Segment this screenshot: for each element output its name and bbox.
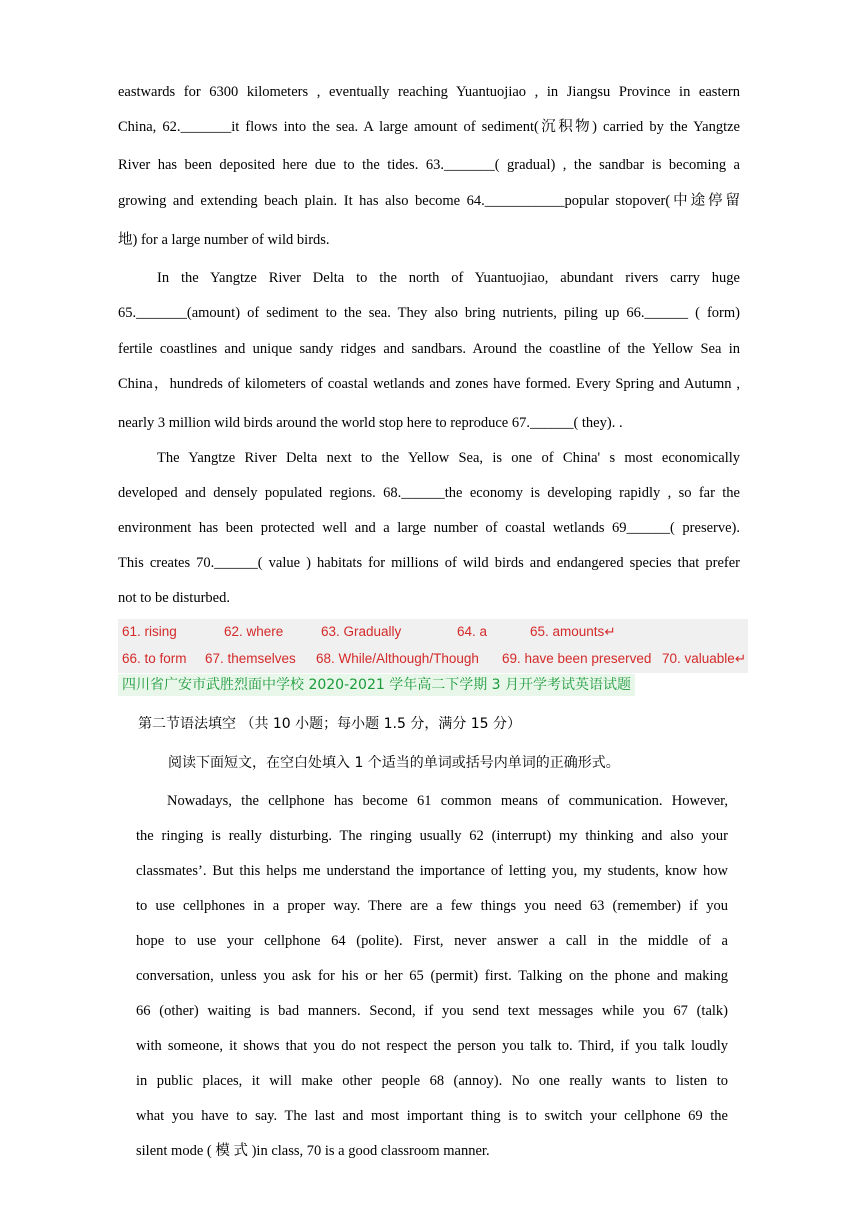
answer-61: 61. rising	[122, 624, 177, 639]
passage-1-line-3: River has been deposited here due to the tides. 63._______( gradual) , the sandbar is becoming a	[118, 157, 740, 173]
passage-2-line-8: with someone, it shows that you do not respect the person you talk to. Third, if you talk loudly	[136, 1038, 728, 1054]
passage-2-line-2: the ringing is really disturbing. The ringing usually 62 (interrupt) my thinking and also your	[136, 828, 728, 844]
passage-1-line-1: eastwards for 6300 kilometers , eventually reaching Yuantuojiao , in Jiangsu Province in eastern	[118, 84, 740, 100]
passage-1-line-2: China, 62._______it flows into the sea. A large amount of sediment(沉积物) carried by the Yangtze	[118, 119, 740, 135]
passage-2-line-10: what you have to say. The last and most important thing is to switch your cellphone 69 the	[136, 1108, 728, 1124]
answer-62: 62. where	[224, 624, 284, 639]
passage-1-line-6: In the Yangtze River Delta to the north of Yuantuojiao, abundant rivers carry huge	[157, 270, 740, 286]
passage-2-line-6: conversation, unless you ask for his or her 65 (permit) first. Talking on the phone and making	[136, 968, 728, 984]
answer-row-1-background	[118, 619, 748, 646]
passage-1-line-7: 65._______(amount) of sediment to the sea. They also bring nutrients, piling up 66.______ ( form)	[118, 305, 740, 321]
passage-1-line-5: 地) for a large number of wild birds.	[118, 232, 330, 248]
answer-63: 63. Gradually	[321, 624, 402, 639]
passage-2-line-4: to use cellphones in a proper way. There are a few things you need 63 (remember) if you	[136, 898, 728, 914]
answer-66: 66. to form	[122, 651, 187, 666]
section-2-heading: 第二节语法填空 （共 10 小题；每小题 1.5 分，满分 15 分）	[138, 716, 522, 732]
passage-1-line-8: fertile coastlines and unique sandy ridges and sandbars. Around the coastline of the Yellow Sea in	[118, 341, 740, 357]
passage-1-line-9: China，hundreds of kilometers of coastal wetlands and zones have formed. Every Spring and Autumn ,	[118, 376, 740, 392]
passage-1-line-4: growing and extending beach plain. It has also become 64.___________popular stopover(中途停留	[118, 193, 740, 209]
passage-2-line-7: 66 (other) waiting is bad manners. Second, if you send text messages while you 67 (talk)	[136, 1003, 728, 1019]
passage-1-line-10: nearly 3 million wild birds around the world stop here to reproduce 67.______( they). .	[118, 415, 623, 431]
passage-1-line-12: developed and densely populated regions. 68.______the economy is developing rapidly , so far the	[118, 485, 740, 501]
passage-2-line-11: silent mode ( 模 式 )in class, 70 is a good classroom manner.	[136, 1143, 490, 1159]
passage-2-line-3: classmates’. But this helps me understand the importance of letting you, my students, know how	[136, 863, 728, 879]
source-caption: 四川省广安市武胜烈面中学校 2020-2021 学年高二下学期 3 月开学考试英语试题	[118, 674, 635, 696]
section-2-instruction: 阅读下面短文，在空白处填入 1 个适当的单词或括号内单词的正确形式。	[168, 755, 620, 771]
answer-70: 70. valuable↵	[662, 651, 747, 666]
passage-2-line-1: Nowadays, the cellphone has become 61 common means of communication. However,	[167, 793, 728, 809]
passage-2-line-5: hope to use your cellphone 64 (polite). First, never answer a call in the middle of a	[136, 933, 728, 949]
passage-1-line-15: not to be disturbed.	[118, 590, 230, 606]
passage-1-line-14: This creates 70.______( value ) habitats for millions of wild birds and endangered species that prefer	[118, 555, 740, 571]
answer-64: 64. a	[457, 624, 488, 639]
passage-2-line-9: in public places, it will make other people 68 (annoy). No one really wants to listen to	[136, 1073, 728, 1089]
passage-1-line-11: The Yangtze River Delta next to the Yellow Sea, is one of China' s most economically	[157, 450, 740, 466]
passage-1-line-13: environment has been protected well and a large number of coastal wetlands 69______( preserve).	[118, 520, 740, 536]
answer-67: 67. themselves	[205, 651, 296, 666]
answer-65: 65. amounts↵	[530, 624, 616, 639]
answer-69: 69. have been preserved	[502, 651, 652, 666]
answer-68: 68. While/Although/Though	[316, 651, 479, 666]
